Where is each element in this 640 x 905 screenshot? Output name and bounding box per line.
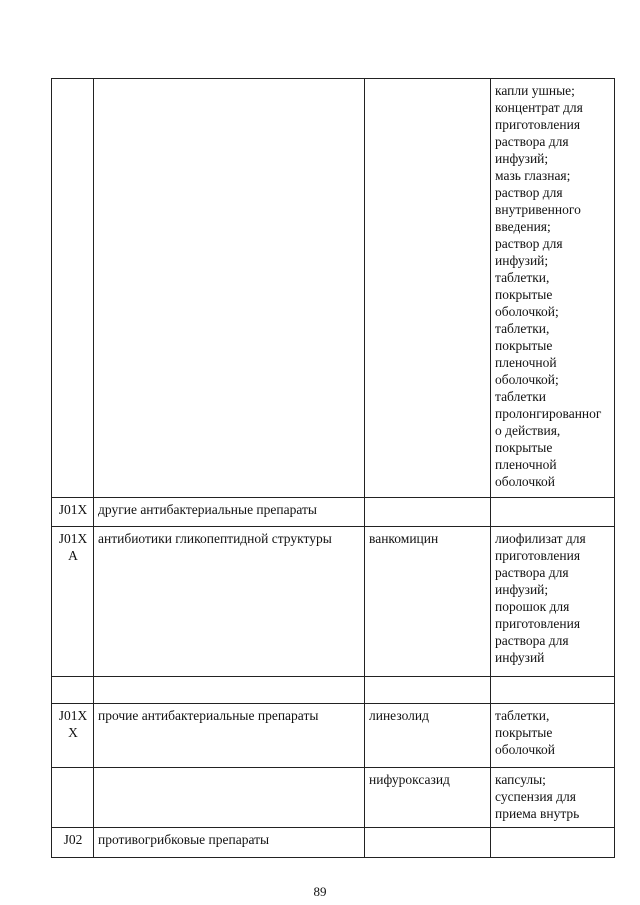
dosage-form-line: покрытые bbox=[495, 287, 553, 302]
dosage-form-line: о действия, bbox=[495, 423, 561, 438]
dosage-form-line: суспензия для bbox=[495, 789, 576, 804]
dosage-form-line: капли ушные; bbox=[495, 83, 575, 98]
table-row bbox=[52, 498, 615, 527]
dosage-form-line: таблетки, bbox=[495, 708, 550, 723]
atc-code-cell: J02 bbox=[52, 828, 94, 858]
dosage-form-line: лиофилизат для bbox=[495, 531, 586, 546]
dosage-form-line: инфузий; bbox=[495, 582, 549, 597]
dosage-form-line: раствора для bbox=[495, 134, 569, 149]
atc-code-cell bbox=[52, 768, 94, 828]
drug-name-cell: нифуроксазид bbox=[365, 768, 491, 828]
dosage-form-line: раствора для bbox=[495, 633, 569, 648]
drug-name-cell bbox=[365, 79, 491, 498]
dosage-form-line: покрытые bbox=[495, 338, 553, 353]
dosage-form-line: пленочной bbox=[495, 355, 557, 370]
dosage-forms-cell bbox=[491, 498, 615, 527]
drug-name-cell bbox=[365, 828, 491, 858]
table-row bbox=[52, 828, 615, 858]
dosage-form-line: таблетки bbox=[495, 389, 547, 404]
drug-name-cell: линезолид bbox=[365, 704, 491, 768]
dosage-forms-cell bbox=[491, 704, 615, 768]
table-row bbox=[52, 677, 615, 704]
dosage-form-line: раствор для bbox=[495, 236, 563, 251]
dosage-form-line: раствор для bbox=[495, 185, 563, 200]
atc-code-cell: J01X А bbox=[52, 527, 94, 677]
dosage-forms-cell bbox=[491, 527, 615, 677]
dosage-form-line: концентрат для bbox=[495, 100, 583, 115]
dosage-forms-cell bbox=[491, 768, 615, 828]
group-name-cell: прочие антибактериальные препараты bbox=[94, 704, 365, 768]
dosage-form-line: мазь глазная; bbox=[495, 168, 571, 183]
dosage-form-line: оболочкой bbox=[495, 742, 555, 757]
group-name-cell bbox=[94, 677, 365, 704]
atc-code-cell: J01X Х bbox=[52, 704, 94, 768]
dosage-form-line: приготовления bbox=[495, 616, 581, 631]
dosage-forms-cell bbox=[491, 677, 615, 704]
dosage-form-line: покрытые bbox=[495, 725, 553, 740]
dosage-form-line: приема внутрь bbox=[495, 806, 580, 821]
group-name-cell: антибиотики гликопептидной структуры bbox=[94, 527, 365, 677]
dosage-form-line: капсулы; bbox=[495, 772, 546, 787]
dosage-form-line: инфузий; bbox=[495, 151, 549, 166]
dosage-form-line: приготовления bbox=[495, 548, 581, 563]
table-row bbox=[52, 527, 615, 677]
dosage-form-line: раствора для bbox=[495, 565, 569, 580]
dosage-form-line: пролонгированног bbox=[495, 406, 602, 421]
dosage-form-line: приготовления bbox=[495, 117, 581, 132]
group-name-cell: другие антибактериальные препараты bbox=[94, 498, 365, 527]
drug-name-cell bbox=[365, 498, 491, 527]
dosage-forms-cell bbox=[491, 79, 615, 498]
atc-code-cell: J01X bbox=[52, 498, 94, 527]
page-number: 89 bbox=[313, 884, 327, 899]
dosage-form-line: оболочкой; bbox=[495, 372, 559, 387]
dosage-form-line: оболочкой; bbox=[495, 304, 559, 319]
drug-name-cell bbox=[365, 677, 491, 704]
group-name-cell bbox=[94, 79, 365, 498]
table-row bbox=[52, 768, 615, 828]
atc-code-cell bbox=[52, 677, 94, 704]
table-row bbox=[52, 79, 615, 498]
group-name-cell: противогрибковые препараты bbox=[94, 828, 365, 858]
dosage-form-line: инфузий bbox=[495, 650, 545, 665]
dosage-form-line: оболочкой bbox=[495, 474, 555, 489]
drug-table bbox=[51, 78, 615, 858]
dosage-form-line: таблетки, bbox=[495, 321, 550, 336]
table-row bbox=[52, 704, 615, 768]
dosage-form-line: порошок для bbox=[495, 599, 570, 614]
dosage-form-line: инфузий; bbox=[495, 253, 549, 268]
dosage-form-line: введения; bbox=[495, 219, 551, 234]
group-name-cell bbox=[94, 768, 365, 828]
atc-code-cell bbox=[52, 79, 94, 498]
dosage-form-line: пленочной bbox=[495, 457, 557, 472]
drug-name-cell: ванкомицин bbox=[365, 527, 491, 677]
dosage-form-line: внутривенного bbox=[495, 202, 581, 217]
dosage-forms-cell bbox=[491, 828, 615, 858]
dosage-form-line: покрытые bbox=[495, 440, 553, 455]
dosage-form-line: таблетки, bbox=[495, 270, 550, 285]
